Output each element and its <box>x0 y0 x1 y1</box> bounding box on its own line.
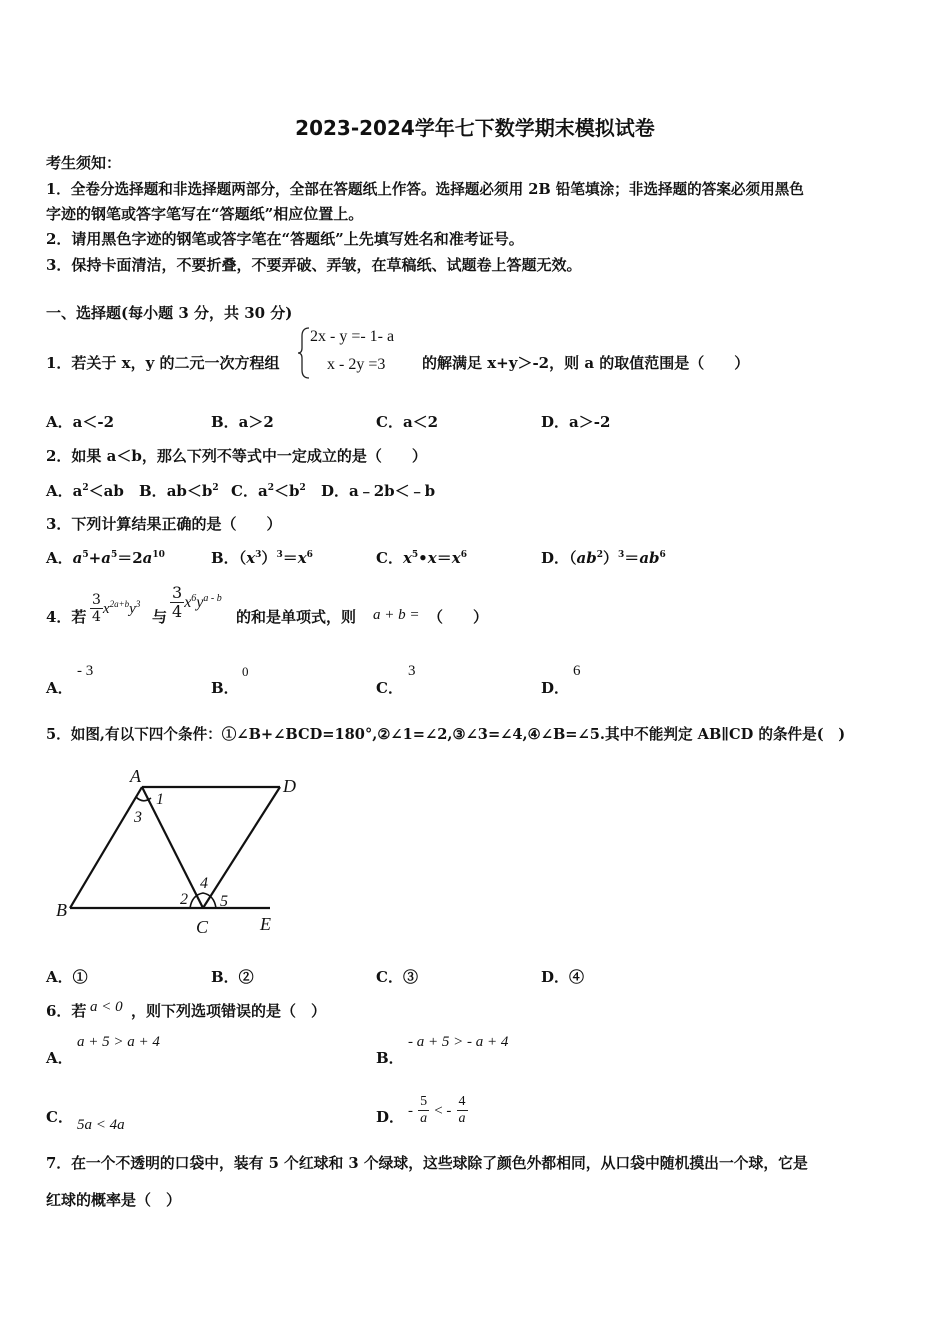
q4-t1-exp: 2a+b <box>109 599 130 609</box>
q4-term-2 <box>170 584 222 621</box>
q4-stem-mid: 与 <box>152 608 168 626</box>
q4-option-a-value: - 3 <box>77 663 94 679</box>
q7-stem-line-2: 红球的概率是（ ） <box>46 1191 182 1209</box>
q6-condition: a < 0 <box>90 999 123 1015</box>
notice-line-1b: 字迹的钢笔或答字笔写在“答题纸”相应位置上。 <box>46 205 364 223</box>
notice-line-3: 3．保持卡面清洁，不要折叠，不要弄破、弄皱，在草稿纸、试题卷上答题无效。 <box>46 256 582 274</box>
q6-stem-pre: 6．若 <box>46 1002 87 1020</box>
q6-d-fraction-1 <box>418 1094 429 1127</box>
q6-d-den-1: a <box>420 1111 428 1126</box>
q4-term-1 <box>90 592 140 625</box>
q3-b-base: x <box>246 549 256 567</box>
q6-option-d-label[interactable]: D． <box>376 1108 405 1126</box>
q4-f2-num: 3 <box>172 583 183 602</box>
q4-option-c-value: 3 <box>408 663 416 679</box>
q4-fraction-1 <box>90 592 103 625</box>
q1-equation-1: 2x - y =- 1- a <box>310 328 395 345</box>
q5-option-b[interactable]: B．② <box>211 968 254 986</box>
q6-option-a-expr: a + 5 > a + 4 <box>77 1034 160 1050</box>
q6-option-d-expr <box>408 1094 468 1127</box>
q3-d-e2: 3 <box>618 550 625 560</box>
q3-a-base1: a <box>72 549 83 567</box>
q3-b-eq: ＝ <box>282 549 298 567</box>
q1-option-a[interactable]: A．a＜-2 <box>46 413 115 431</box>
label-angle-2: 2 <box>180 891 188 908</box>
q5-option-a[interactable]: A．① <box>46 968 88 986</box>
q3-b-e2: 3 <box>276 550 283 560</box>
segment-ab <box>70 787 142 908</box>
q4-option-b-value: 0 <box>242 664 249 679</box>
q6-option-c-label[interactable]: C． <box>46 1108 73 1126</box>
q3-b-open: （ <box>238 549 247 567</box>
q1-option-c[interactable]: C．a＜2 <box>376 413 439 431</box>
q3-c-base2: x <box>451 549 461 567</box>
q4-f1-num: 3 <box>92 592 101 608</box>
q3-c-e2: 6 <box>460 550 467 560</box>
q4-t2-yexp: a - b <box>203 593 222 604</box>
q4-stem-post: 的和是单项式，则 <box>236 608 357 626</box>
segment-cd <box>203 787 280 908</box>
q4-option-d-label[interactable]: D． <box>541 679 570 697</box>
q3-stem: 3．下列计算结果正确的是（ ） <box>46 515 282 533</box>
q3-a-e3: 10 <box>152 550 165 560</box>
q2-c-text: a <box>257 482 268 500</box>
q3-b-close: ） <box>261 549 277 567</box>
q4-stem-pre: 4．若 <box>46 608 87 626</box>
q5-stem: 5．如图,有以下四个条件：①∠B+∠BCD=180°,②∠1=∠2,③∠3=∠4,④∠B=∠5.其中不能判定 AB∥CD 的条件是( ) <box>46 726 846 743</box>
q3-c-x: x <box>427 549 437 567</box>
q6-option-c-expr: 5a < 4a <box>77 1117 125 1133</box>
q3-c-e1: 5 <box>411 550 419 560</box>
q6-option-b-expr: - a + 5 > - a + 4 <box>408 1034 509 1050</box>
q3-d-e1: 2 <box>596 550 604 560</box>
q6-d-fraction-2 <box>457 1094 468 1127</box>
notice-line-2: 2．请用黑色字迹的钢笔或答字笔在“答题纸”上先填写姓名和准考证号。 <box>46 230 524 248</box>
q3-d-base2: ab <box>639 549 660 567</box>
page-title: 2023-2024学年七下数学期末模拟试卷 <box>295 116 655 140</box>
notice-heading: 考生须知： <box>46 154 122 172</box>
q3-c-label: C． <box>376 549 403 567</box>
q3-d-e3: 6 <box>659 550 666 560</box>
q2-stem: 2．如果 a＜b，那么下列不等式中一定成立的是（ ） <box>46 447 427 465</box>
q2-a-rest: ＜ab <box>88 482 124 500</box>
q1-option-b[interactable]: B．a＞2 <box>211 413 274 431</box>
q4-stem-tail: （ ） <box>428 608 489 626</box>
q2-c-exp: 2 <box>267 483 274 493</box>
q2-b-text: ab＜b <box>166 482 213 500</box>
q6-d-num-2: 4 <box>458 1094 466 1109</box>
q5-option-c[interactable]: C．③ <box>376 968 418 986</box>
q3-a-label: A． <box>46 549 73 567</box>
q2-b-label: B． <box>139 482 167 500</box>
q1-equation-2: x - 2y =3 <box>327 356 386 373</box>
section-heading: 一、选择题(每小题 3 分，共 30 分) <box>46 304 293 322</box>
q1-option-d[interactable]: D．a＞-2 <box>541 413 611 431</box>
q4-t2-exp: 6 <box>191 593 197 604</box>
notice-line-1a: 1．全卷分选择题和非选择题两部分，全部在答题纸上作答。选择题必须用 2B 铅笔填涂；非选择题的答案必须用黑色 <box>46 181 804 198</box>
label-point-d: D <box>283 776 296 796</box>
q4-t1-y: y <box>129 601 136 617</box>
label-point-e: E <box>260 914 271 934</box>
q6-d-relation: < - <box>434 1103 452 1119</box>
q2-c-mid: ＜b <box>273 482 300 500</box>
q5-figure <box>50 760 310 940</box>
q3-d-label: D． <box>541 549 570 567</box>
q2-a-exp: 2 <box>82 483 89 493</box>
q4-t1-yexp: 3 <box>135 599 141 609</box>
angle-arc-a <box>136 797 151 801</box>
q3-a-eq: ＝2 <box>117 549 143 567</box>
q3-d-close: ） <box>603 549 619 567</box>
q6-d-neg: - <box>408 1103 413 1119</box>
q1-stem-pre: 1．若关于 x，y 的二元一次方程组 <box>46 354 280 372</box>
q2-c-label: C． <box>231 482 258 500</box>
q6-d-num-1: 5 <box>420 1094 428 1109</box>
q4-expression: a + b = <box>373 607 420 623</box>
segment-ac <box>142 787 203 908</box>
label-angle-3: 3 <box>134 809 142 826</box>
q6-option-a-label[interactable]: A． <box>46 1049 73 1067</box>
q3-b-e3: 6 <box>306 550 313 560</box>
label-point-c: C <box>196 917 209 937</box>
q3-b-e1: 3 <box>255 550 262 560</box>
q3-a-e1: 5 <box>82 550 89 560</box>
q3-a-e2: 5 <box>110 550 118 560</box>
q3-b-label: B． <box>211 549 239 567</box>
q3-c-dot: • <box>418 549 428 567</box>
q1-brace-icon <box>297 326 311 380</box>
q2-option-b[interactable] <box>139 480 219 501</box>
label-angle-1: 1 <box>156 791 164 808</box>
q6-stem-post: ，则下列选项错误的是（ ） <box>131 1002 327 1020</box>
q2-b-exp: 2 <box>212 483 219 493</box>
q3-c-base: x <box>402 549 412 567</box>
q3-option-a[interactable] <box>46 547 165 568</box>
q4-t2-y: y <box>196 594 204 611</box>
label-point-b: B <box>56 900 67 920</box>
q2-option-d[interactable] <box>321 480 435 501</box>
q4-option-a-label[interactable]: A． <box>46 679 73 697</box>
label-angle-5: 5 <box>220 893 228 910</box>
q4-option-c-label[interactable]: C． <box>376 679 403 697</box>
q6-option-b-label[interactable]: B． <box>376 1049 404 1067</box>
q6-d-den-2: a <box>458 1111 466 1126</box>
q1-stem-post: 的解满足 x+y＞-2，则 a 的取值范围是（ ） <box>422 354 750 372</box>
q4-option-b-label[interactable]: B． <box>211 679 239 697</box>
q4-option-d-value: 6 <box>573 663 581 679</box>
q3-c-eq: ＝ <box>436 549 452 567</box>
q4-t1-x: x <box>102 601 110 617</box>
q2-d-label: D． <box>321 482 350 500</box>
q3-option-d[interactable] <box>541 547 666 568</box>
q2-option-a[interactable] <box>46 480 124 501</box>
q2-option-c[interactable] <box>231 480 306 501</box>
q2-a-label: A． <box>46 482 73 500</box>
q3-a-base3: a <box>142 549 153 567</box>
q4-f1-den: 4 <box>92 609 101 625</box>
q3-option-c[interactable] <box>376 547 467 568</box>
label-point-a: A <box>130 766 141 786</box>
q3-a-plus: + <box>88 549 102 567</box>
q4-fraction-2 <box>170 584 184 621</box>
q3-a-base2: a <box>101 549 111 567</box>
q3-d-eq: ＝ <box>624 549 640 567</box>
q2-a-text: a <box>72 482 83 500</box>
q3-b-base2: x <box>297 549 307 567</box>
q3-option-b[interactable] <box>211 547 313 568</box>
label-angle-4: 4 <box>200 875 208 892</box>
q4-f2-den: 4 <box>172 602 183 621</box>
q3-d-open: （ <box>569 549 577 567</box>
q7-stem-line-1: 7．在一个不透明的口袋中，装有 5 个红球和 3 个绿球，这些球除了颜色外都相同，从口袋中随机摸出一个球，它是 <box>46 1155 808 1172</box>
q2-c-exp2: 2 <box>299 483 306 493</box>
q4-t2-x: x <box>184 594 192 611</box>
q2-d-text: a﹣2b＜﹣b <box>349 482 436 500</box>
q3-d-base: ab <box>576 549 597 567</box>
q5-option-d[interactable]: D．④ <box>541 968 585 986</box>
